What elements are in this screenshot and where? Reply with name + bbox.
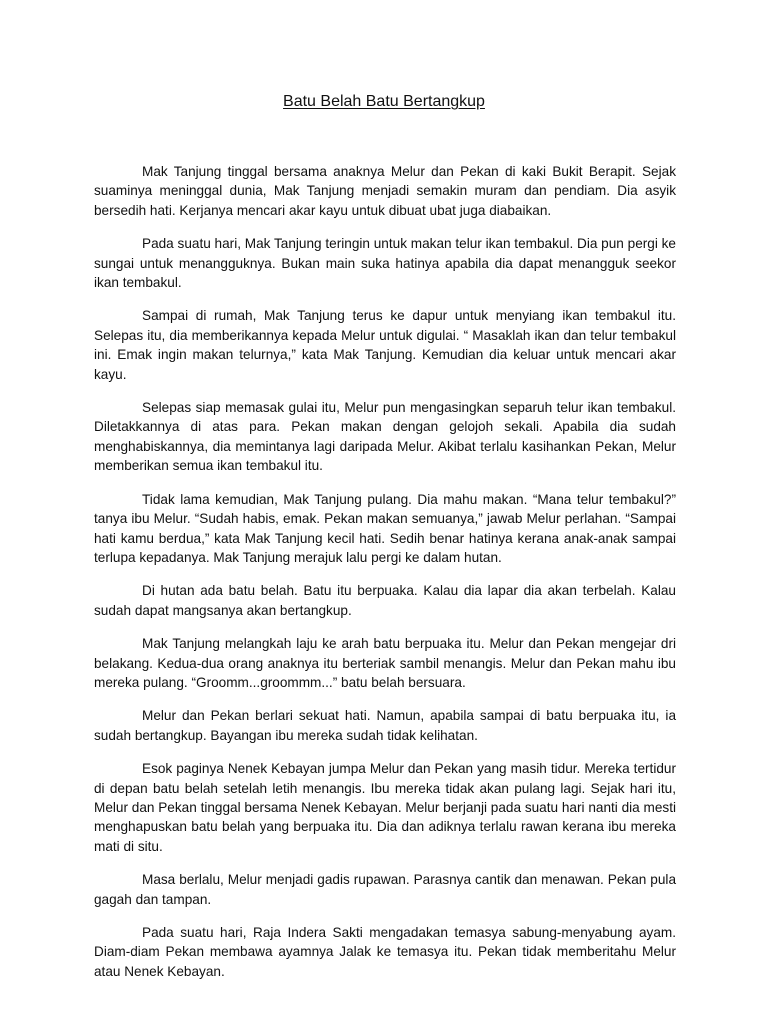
paragraph: Masa berlalu, Melur menjadi gadis rupawan. Parasnya cantik dan menawan. Pekan pula gagah dan tampan.	[94, 872, 676, 907]
paragraph: Mak Tanjung tinggal bersama anaknya Melur dan Pekan di kaki Bukit Berapit. Sejak suaminya meninggal dunia, Mak Tanjung menjadi semakin muram dan pendiam. Dia asyik bersedih hati. Kerjanya mencari akar kayu untuk dibuat ubat juga diabaikan.	[94, 164, 676, 218]
document-title: Batu Belah Batu Bertangkup	[283, 93, 485, 110]
paragraph: Pada suatu hari, Raja Indera Sakti mengadakan temasya sabung-menyabung ayam. Diam-diam Pekan membawa ayamnya Jalak ke temasya itu. Pekan tidak memberitahu Melur atau Nenek Kebayan.	[94, 925, 676, 979]
paragraph: Melur dan Pekan berlari sekuat hati. Namun, apabila sampai di batu berpuaka itu, ia sudah bertangkup. Bayangan ibu mereka sudah tidak kelihatan.	[94, 708, 676, 743]
paragraph: Di hutan ada batu belah. Batu itu berpuaka. Kalau dia lapar dia akan terbelah. Kalau sudah dapat mangsanya akan bertangkup.	[94, 583, 676, 618]
document-body	[94, 162, 676, 995]
paragraph: Selepas siap memasak gulai itu, Melur pun mengasingkan separuh telur ikan tembakul. Diletakkannya di atas para. Pekan makan dengan gelojoh sekali. Apabila dia sudah menghabiskannya, dia memintanya lagi daripada Melur. Akibat terlalu kasihankan Pekan, Melur memberikan semua ikan tembakul itu.	[94, 400, 676, 474]
paragraph: Tidak lama kemudian, Mak Tanjung pulang. Dia mahu makan. “Mana telur tembakul?” tanya ibu Melur. “Sudah habis, emak. Pekan makan semuanya,” jawab Melur perlahan. “Sampai hati kamu berdua,” kata Mak Tanjung kecil hati. Sedih benar hatinya kerana anak-anak sampai terlupa kepadanya. Mak Tanjung merajuk lalu pergi ke dalam hutan.	[94, 491, 676, 565]
paragraph: Sampai di rumah, Mak Tanjung terus ke dapur untuk menyiang ikan tembakul itu. Selepas itu, dia memberikannya kepada Melur untuk digulai. “ Masaklah ikan dan telur tembakul ini. Emak ingin makan telurnya,” kata Mak Tanjung. Kemudian dia keluar untuk mencari akar kayu.	[94, 308, 676, 382]
paragraph: Mak Tanjung melangkah laju ke arah batu berpuaka itu. Melur dan Pekan mengejar dri belakang. Kedua-dua orang anaknya itu berteriak sambil menangis. Melur dan Pekan mahu ibu mereka pulang. “Groomm...groommm...” batu belah bersuara.	[94, 636, 676, 690]
paragraph: Esok paginya Nenek Kebayan jumpa Melur dan Pekan yang masih tidur. Mereka tertidur di depan batu belah setelah letih menangis. Ibu mereka tidak akan pulang lagi. Sejak hari itu, Melur dan Pekan tinggal bersama Nenek Kebayan. Melur berjanji pada suatu hari nanti dia mesti menghapuskan batu belah yang berpuaka itu. Dia dan adiknya terlalu rawan kerana ibu mereka mati di situ.	[94, 761, 676, 854]
paragraph: Pada suatu hari, Mak Tanjung teringin untuk makan telur ikan tembakul. Dia pun pergi ke sungai untuk menangguknya. Bukan main suka hatinya apabila dia dapat menangguk seekor ikan tembakul.	[94, 236, 676, 291]
